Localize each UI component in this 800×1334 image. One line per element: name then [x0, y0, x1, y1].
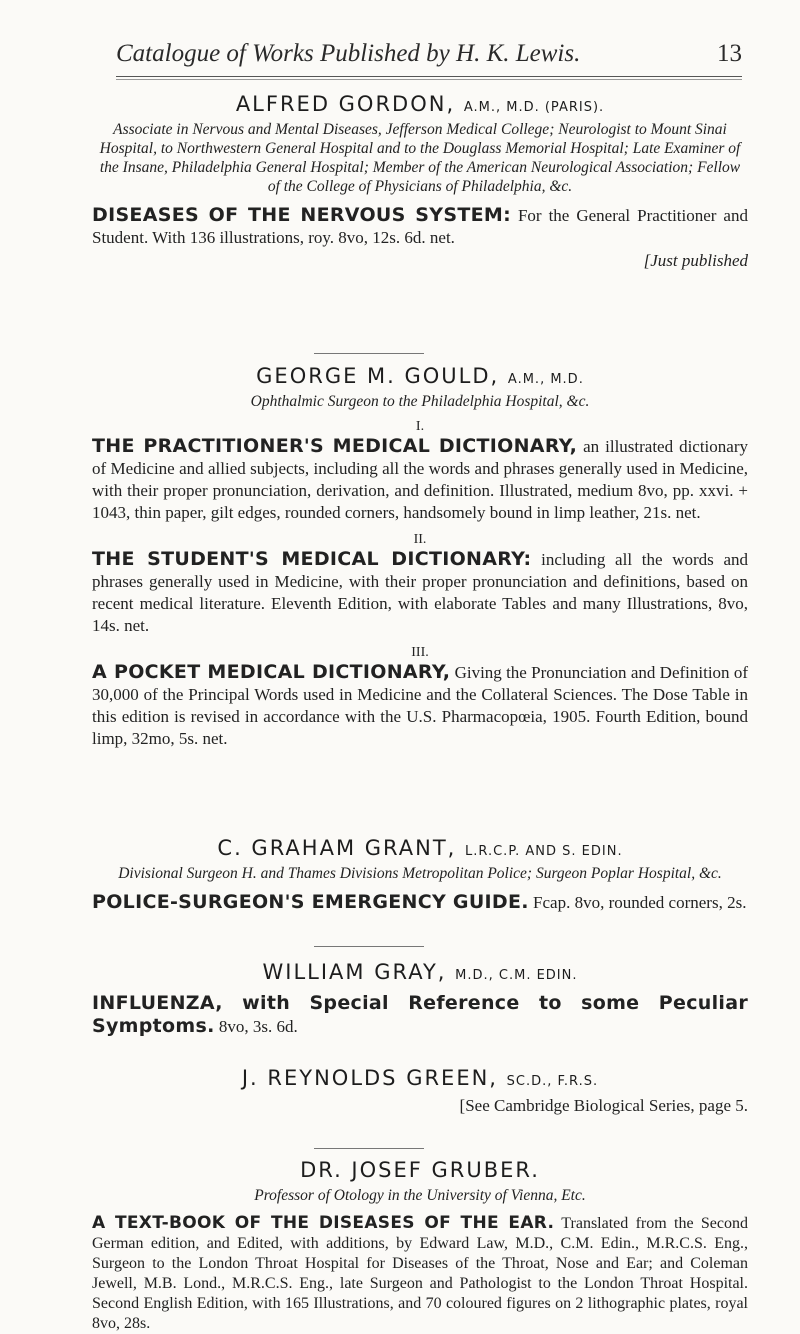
book-title: POLICE-SURGEON'S EMERGENCY GUIDE.	[92, 891, 529, 913]
book-title: DISEASES OF THE NERVOUS SYSTEM:	[92, 204, 511, 226]
author-affiliation: Divisional Surgeon H. and Thames Divisions Metropolitan Police; Surgeon Poplar Hospital, &c.	[118, 865, 722, 882]
book-number: I.	[415, 419, 425, 434]
header-title: Catalogue of Works Published by H. K. Lewis.	[116, 40, 581, 67]
book-listing: A TEXT-BOOK OF THE DISEASES OF THE EAR. Translated from the Second German edition, and Edited, with additions, by Edward Law, M.D., C.M. Edin., M.R.C.S. Eng., Surgeon to the London Throat Hospital for Diseases of the Throat, Nose and Ear; and Coleman Jewell, M.B. Lond., M.R.C.S. Eng., late Surgeon and Pathologist to the London Throat Hospital. Second English Edition, with 165 Illustrations, and 70 coloured figures on 2 lithographic plates, royal 8vo, 28s.	[92, 1213, 748, 1332]
book-title: A POCKET MEDICAL DICTIONARY,	[92, 661, 451, 683]
author-name: GEORGE M. GOULD, A.M., M.D.	[256, 364, 584, 388]
cross-reference: [See Cambridge Biological Series, page 5.	[459, 1096, 748, 1115]
entry-grant	[92, 836, 748, 914]
header-rule	[116, 76, 742, 77]
book-title: THE PRACTITIONER'S MEDICAL DICTIONARY,	[92, 435, 578, 457]
book-title: A TEXT-BOOK OF THE DISEASES OF THE EAR.	[92, 1213, 555, 1233]
page-number: 13	[717, 40, 742, 67]
entry-gray	[92, 960, 748, 1038]
publication-note: [Just published	[643, 251, 748, 270]
book-number: III.	[411, 645, 429, 660]
author-name: C. GRAHAM GRANT, L.R.C.P. AND S. EDIN.	[217, 836, 623, 860]
separator-rule	[314, 353, 424, 354]
entry-gruber	[92, 1158, 748, 1334]
header-rule-thin	[116, 79, 742, 80]
entry-gordon	[92, 92, 748, 271]
author-affiliation: Ophthalmic Surgeon to the Philadelphia Hospital, &c.	[250, 393, 590, 410]
separator-rule	[314, 1148, 424, 1149]
book-listing: INFLUENZA, with Special Reference to some Peculiar Symptoms. 8vo, 3s. 6d.	[92, 992, 748, 1037]
book-listing: A POCKET MEDICAL DICTIONARY, Giving the Pronunciation and Definition of 30,000 of the Principal Words used in Medicine and the Collateral Sciences. The Dose Table in this edition is revised in accordance with the U.S. Pharmacopœia, 1905. Fourth Edition, bound limp, 32mo, 5s. net.	[92, 661, 749, 748]
entry-green	[92, 1066, 748, 1116]
book-listing: DISEASES OF THE NERVOUS SYSTEM: For the General Practitioner and Student. With 136 illustrations, roy. 8vo, 12s. 6d. net.	[92, 204, 748, 247]
separator-rule	[314, 946, 424, 947]
author-affiliation: Professor of Otology in the University of Vienna, Etc.	[254, 1187, 586, 1204]
entry-gould	[92, 364, 748, 750]
book-title: INFLUENZA, with Special Reference to some Peculiar Symptoms.	[92, 992, 748, 1037]
running-header	[116, 40, 742, 68]
author-name: J. REYNOLDS GREEN, SC.D., F.R.S.	[241, 1066, 599, 1090]
author-affiliation: Associate in Nervous and Mental Diseases, Jefferson Medical College; Neurologist to Mount Sinai Hospital, to Northwestern General Hospital and to the Douglass Memorial Hospital; Late Examiner of the Insane, Philadelphia General Hospital; Member of the American Neurological Association; Fellow of the College of Physicians of Philadelphia, &c.	[99, 121, 741, 195]
book-number: II.	[413, 532, 427, 547]
book-title: THE STUDENT'S MEDICAL DICTIONARY:	[92, 548, 532, 570]
book-listing: THE PRACTITIONER'S MEDICAL DICTIONARY, an illustrated dictionary of Medicine and allied subjects, including all the words and phrases generally used in Medicine, with their proper pronunciation, derivation, and definition. Illustrated, medium 8vo, pp. xxvi. + 1043, thin paper, gilt edges, rounded corners, handsomely bound in limp leather, 21s. net.	[92, 435, 748, 522]
book-listing: THE STUDENT'S MEDICAL DICTIONARY: including all the words and phrases generally used in Medicine, with their proper pronunciation and definitions, based on recent medical literature. Eleventh Edition, with elaborate Tables and many Illustrations, 8vo, 14s. net.	[92, 548, 748, 635]
author-name: ALFRED GORDON, A.M., M.D. (PARIS).	[235, 92, 605, 116]
book-listing: POLICE-SURGEON'S EMERGENCY GUIDE. Fcap. 8vo, rounded corners, 2s.	[92, 891, 747, 913]
author-name: WILLIAM GRAY, M.D., C.M. EDIN.	[262, 960, 578, 984]
author-name: DR. JOSEF GRUBER.	[300, 1158, 540, 1182]
